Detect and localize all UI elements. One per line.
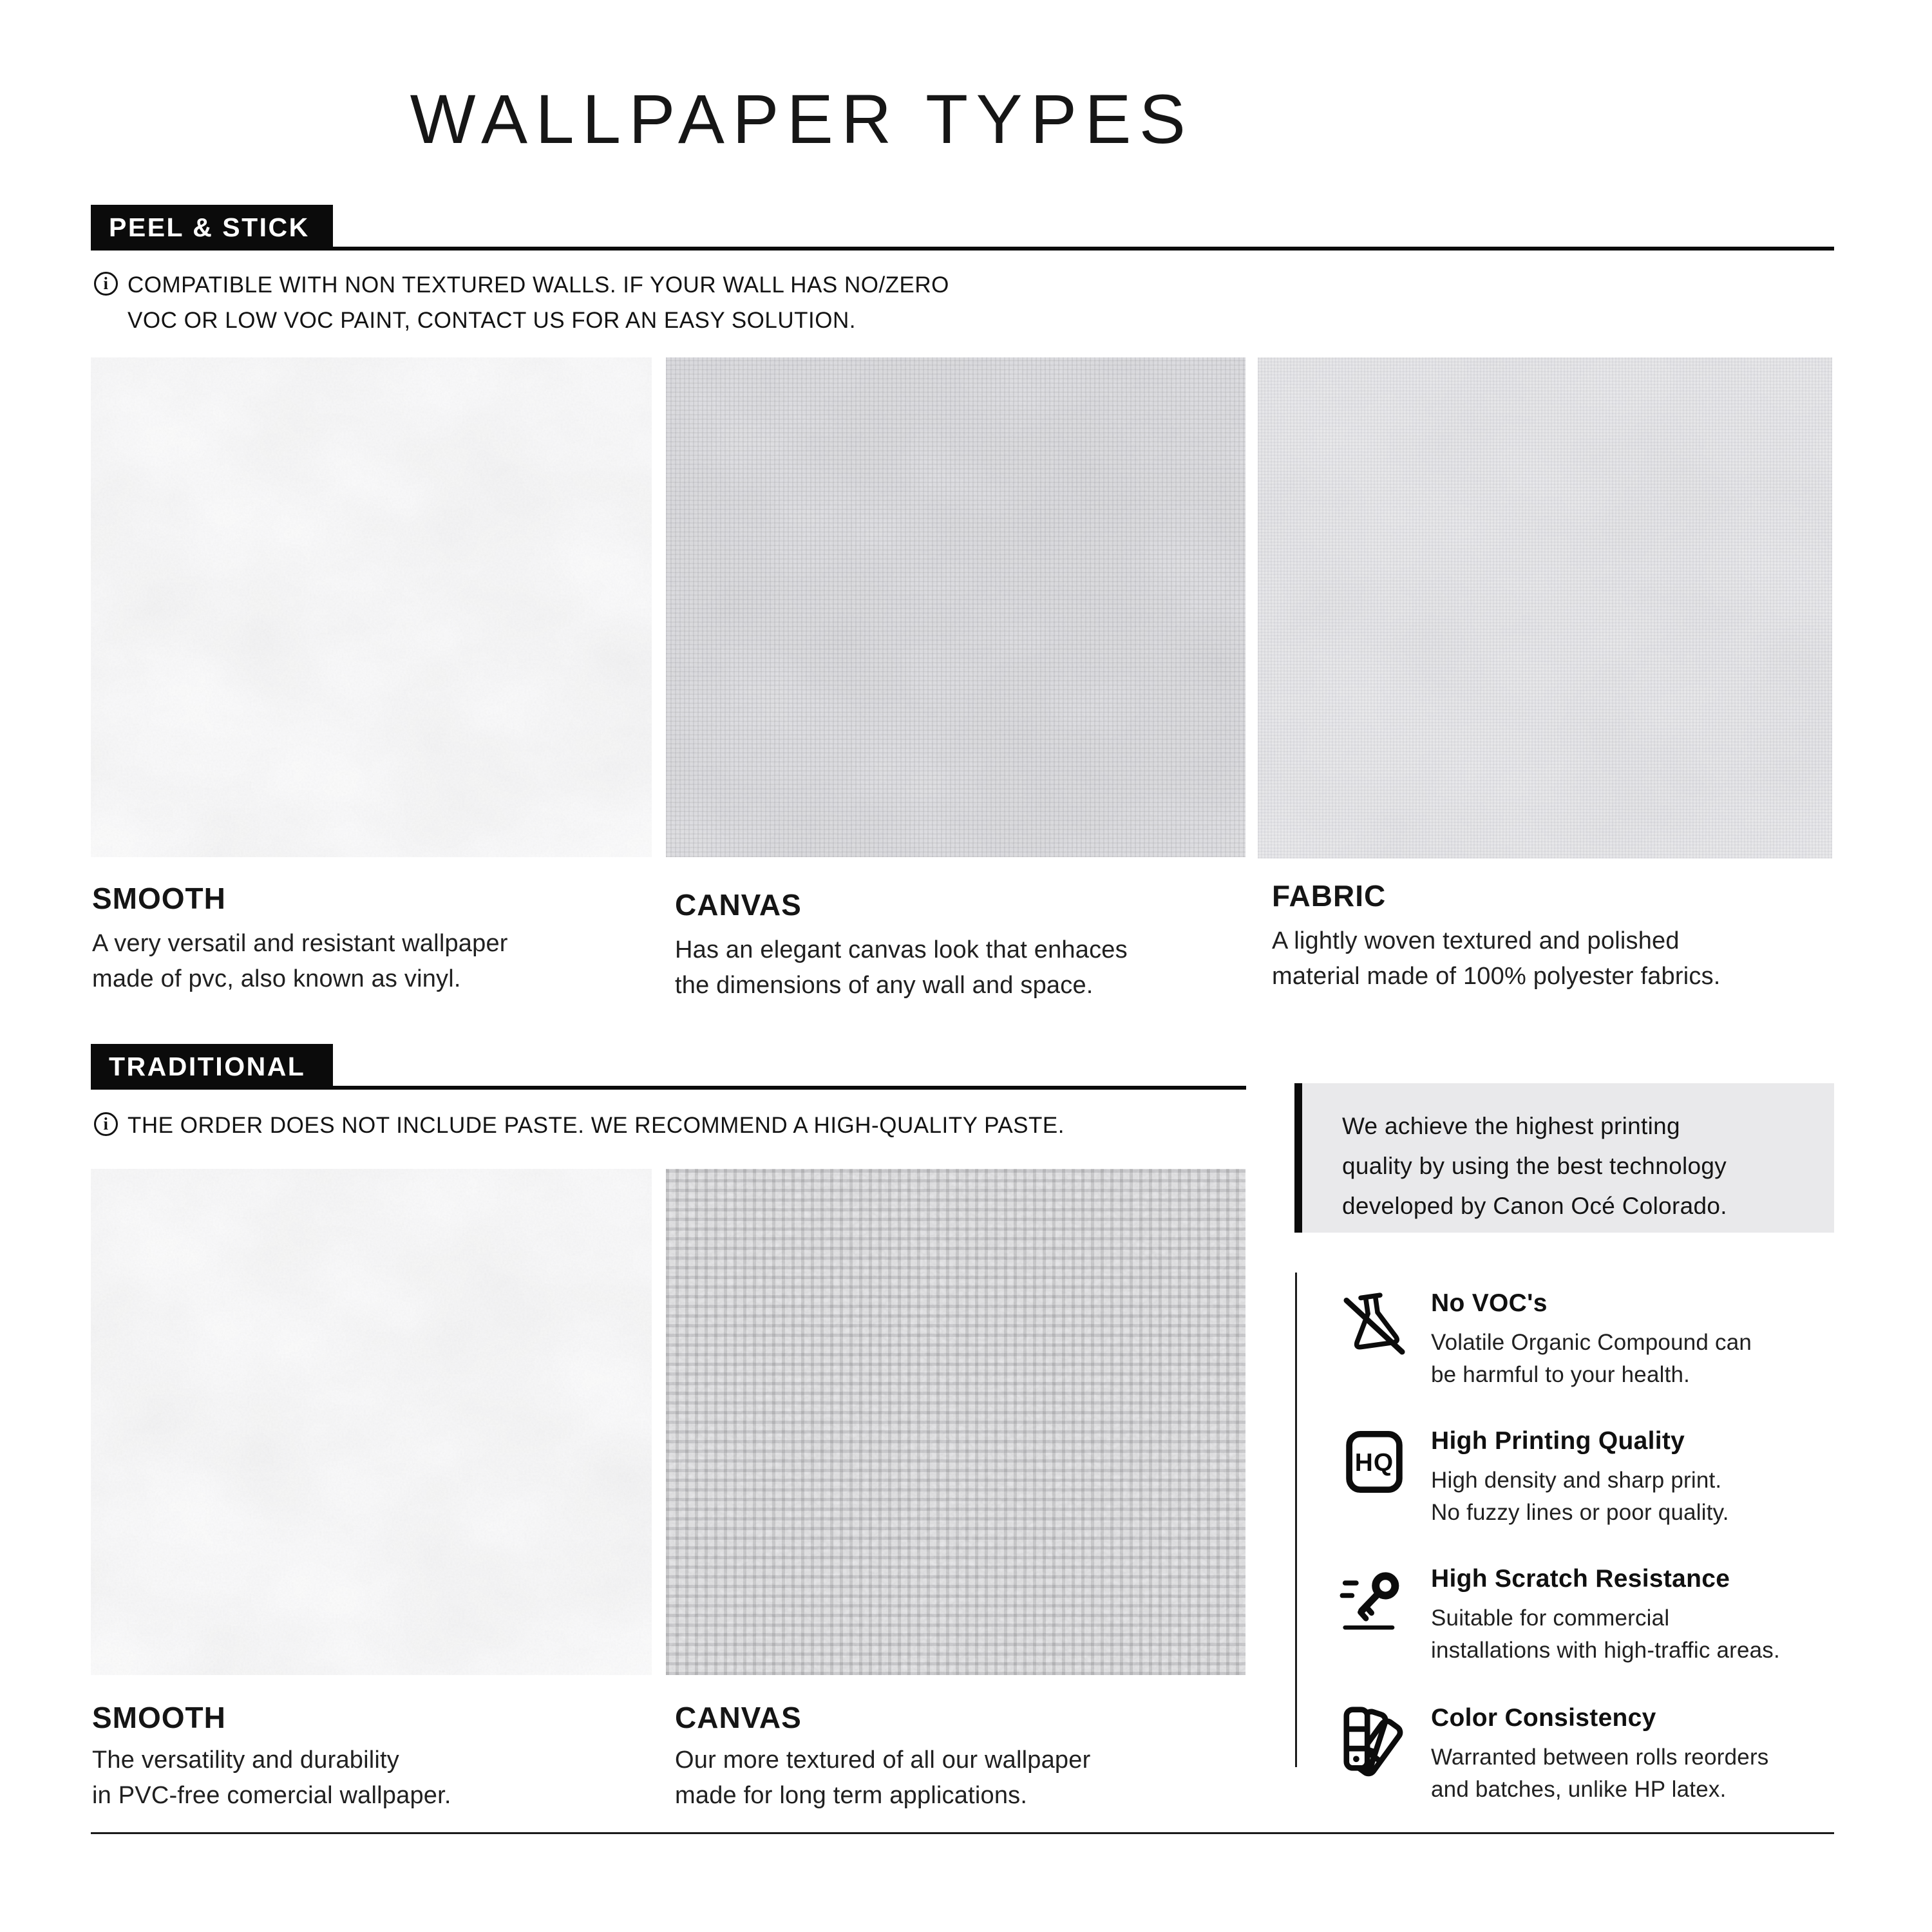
note-text: THE ORDER DOES NOT INCLUDE PASTE. WE RECOMMEND A HIGH-QUALITY PASTE. xyxy=(128,1113,1065,1138)
swatch-label-smooth: SMOOTH xyxy=(92,882,226,915)
swatch-image-peel-canvas xyxy=(666,357,1245,857)
section-rule-traditional xyxy=(91,1086,1246,1090)
traditional-paste-note xyxy=(94,1108,1065,1143)
swatch-description-smooth: A very versatil and resistant wallpaper made of pvc, also known as vinyl. xyxy=(92,930,508,992)
bottom-rule xyxy=(91,1832,1834,1834)
feature-description: High density and sharp print. No fuzzy lines or poor quality. xyxy=(1431,1468,1729,1525)
color-swatchbook-icon xyxy=(1340,1703,1409,1775)
section-tag-peel-and-stick xyxy=(91,205,333,250)
page-title: WALLPAPER TYPES xyxy=(410,80,1194,158)
feature-high-scratch-resistance xyxy=(1340,1564,1882,1667)
feature-title: Color Consistency xyxy=(1431,1704,1656,1732)
feature-no-vocs xyxy=(1340,1288,1882,1391)
hq-badge-icon xyxy=(1340,1426,1409,1498)
swatch-description-smooth: The versatility and durability in PVC-free comercial wallpaper. xyxy=(92,1747,451,1809)
feature-description: Suitable for commercial installations with high-traffic areas. xyxy=(1431,1605,1780,1663)
feature-color-consistency xyxy=(1340,1703,1882,1806)
feature-title: No VOC's xyxy=(1431,1289,1548,1317)
swatch-description-canvas: Has an elegant canvas look that enhaces the dimensions of any wall and space. xyxy=(675,936,1128,999)
no-voc-flask-icon xyxy=(1340,1288,1409,1360)
printing-quality-panel: We achieve the highest printing quality by using the best technology developed by Canon Océ Colorado. xyxy=(1294,1083,1834,1233)
svg-text:HQ: HQ xyxy=(1354,1449,1394,1477)
swatch-label-fabric: FABRIC xyxy=(1272,879,1387,913)
feature-description: Volatile Organic Compound can be harmful to your health. xyxy=(1431,1330,1752,1387)
info-icon: i xyxy=(94,1112,118,1136)
swatch-label-smooth: SMOOTH xyxy=(92,1701,226,1734)
swatch-image-traditional-canvas xyxy=(666,1169,1245,1675)
swatch-description-fabric: A lightly woven textured and polished material made of 100% polyester fabrics. xyxy=(1272,927,1721,990)
swatch-description-canvas: Our more textured of all our wallpaper made for long term applications. xyxy=(675,1747,1091,1809)
note-text: COMPATIBLE WITH NON TEXTURED WALLS. IF YOUR WALL HAS NO/ZERO VOC OR LOW VOC PAINT, CONTACT US FOR AN EASY SOLUTION. xyxy=(128,272,949,333)
feature-description: Warranted between rolls reorders and batches, unlike HP latex. xyxy=(1431,1745,1769,1802)
section-tag-label: PEEL & STICK xyxy=(109,212,310,242)
swatch-image-peel-fabric xyxy=(1258,357,1832,858)
swatch-image-traditional-smooth xyxy=(91,1169,652,1675)
info-icon: i xyxy=(94,272,118,296)
section-tag-label: TRADITIONAL xyxy=(109,1051,306,1081)
feature-title: High Scratch Resistance xyxy=(1431,1565,1730,1593)
section-rule-peel xyxy=(91,247,1834,251)
feature-title: High Printing Quality xyxy=(1431,1427,1685,1455)
feature-high-printing-quality xyxy=(1340,1426,1882,1529)
scratch-key-icon xyxy=(1340,1564,1409,1636)
swatch-label-canvas: CANVAS xyxy=(675,1701,802,1734)
section-tag-traditional xyxy=(91,1044,333,1089)
features-divider-line xyxy=(1295,1273,1297,1767)
swatch-label-canvas: CANVAS xyxy=(675,888,802,922)
peel-compatibility-note xyxy=(94,267,949,338)
swatch-image-peel-smooth xyxy=(91,357,652,857)
